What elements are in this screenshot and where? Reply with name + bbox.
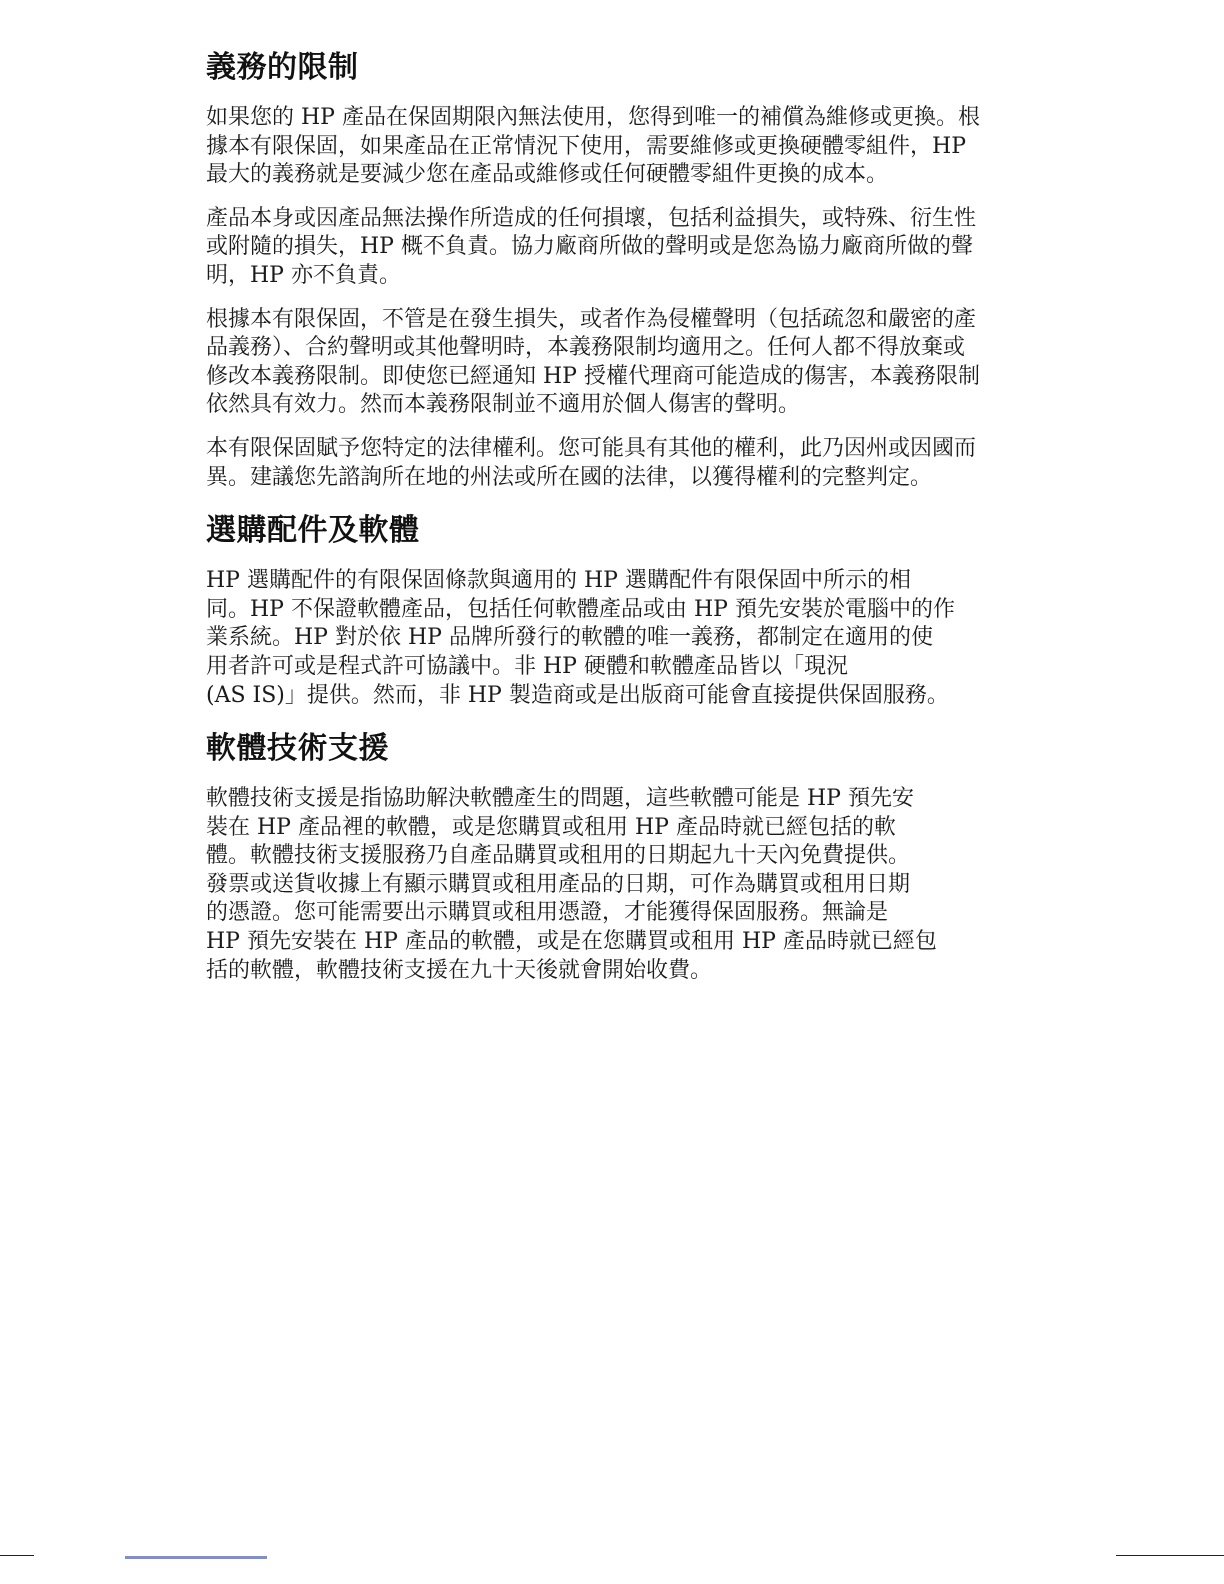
- section-heading: 義務的限制: [206, 50, 359, 85]
- footer-rule-right: [1116, 1555, 1224, 1556]
- section-options-software: [206, 507, 1006, 710]
- paragraph: 如果您的 HP 產品在保固期限內無法使用，您得到唯一的補償為維修或更換。根 據本有限保固，如果產品在正常情況下使用，需要維修或更換硬體零組件，HP 最大的義務就是要減少您在產品或維修或任何硬體零組件更換的成本。: [206, 105, 980, 188]
- page-content: [206, 44, 1006, 1000]
- footer-rule-left: [0, 1555, 34, 1556]
- paragraph: 本有限保固賦予您特定的法律權利。您可能具有其他的權利，此乃因州或因國而 異。建議您先諮詢所在地的州法或所在國的法律，以獲得權利的完整判定。: [206, 435, 977, 490]
- paragraph: 產品本身或因產品無法操作所造成的任何損壞，包括利益損失，或特殊、衍生性 或附隨的損失，HP 概不負責。協力廠商所做的聲明或是您為協力廠商所做的聲 明，HP 亦不負責。: [206, 205, 977, 288]
- paragraph: 軟體技術支援是指協助解決軟體產生的問題，這些軟體可能是 HP 預先安 裝在 HP 產品裡的軟體，或是您購買或租用 HP 產品時就已經包括的軟 體。軟體技術支援服務乃自產品購買或租用的日期起九十天內免費提供。 發票或送貨收據上有顯示購買或租用產品的日期，可作為購買或租用日期 的憑證。您可能需要出示購買或租用憑證，才能獲得保固服務。無論是 HP 預先安裝在 HP 產品的軟體，或是在您購買或租用 HP 產品時就已經包 括的軟體，軟體技術支援在九十天後就會開始收費。: [206, 786, 937, 983]
- section-heading: 軟體技術支援: [206, 731, 389, 767]
- section-software-support: [206, 725, 1006, 985]
- section-heading: 選購配件及軟體: [206, 513, 420, 549]
- section-liability-limits: [206, 44, 1006, 492]
- paragraph: 根據本有限保固，不管是在發生損失，或者作為侵權聲明（包括疏忽和嚴密的產 品義務）、合約聲明或其他聲明時，本義務限制均適用之。任何人都不得放棄或 修改本義務限制。即使您已經通知 HP 授權代理商可能造成的傷害，本義務限制 依然具有效力。然而本義務限制並不適用於個人傷害的聲明。: [206, 306, 980, 418]
- footer-link-underline: [125, 1556, 267, 1559]
- paragraph: HP 選購配件的有限保固條款與適用的 HP 選購配件有限保固中所示的相 同。HP 不保證軟體產品，包括任何軟體產品或由 HP 預先安裝於電腦中的作 業系統。HP 對於依 HP 品牌所發行的軟體的唯一義務，都制定在適用的使 用者許可或是程式許可協議中。非 HP 硬體和軟體產品皆以「現況 (AS IS)」提供。然而，非 HP 製造商或是出版商可能會直接提供保固服務。: [206, 568, 955, 708]
